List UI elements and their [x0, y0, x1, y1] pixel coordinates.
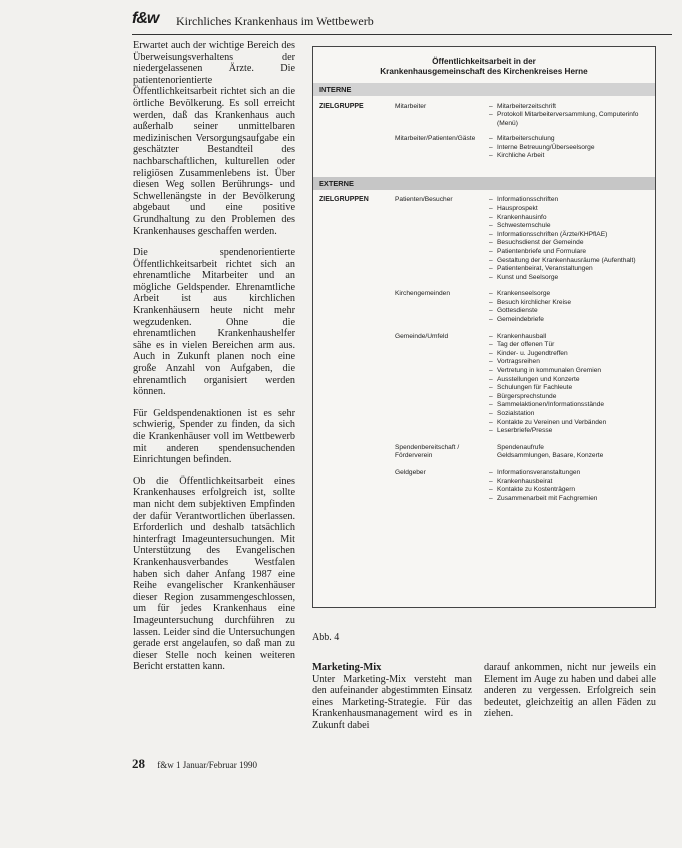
list-item: – Kontakte zu Kostenträgern — [489, 486, 655, 495]
list-item: – Besuchsdienst der Gemeinde — [489, 239, 655, 248]
list-item: – Patientenbeirat, Veranstaltungen — [489, 265, 655, 274]
figure-box — [312, 46, 656, 608]
group-external — [313, 196, 655, 503]
list-item: – Zusammenarbeit mit Fachgremien — [489, 495, 655, 504]
paragraph: Die spendenorientierte Öffentlichkeitsarbeit richtet sich an ehrenamtliche Mitarbeiter und an mögliche Geldspender. Ehrenamtliche Arbeit ist aus kirchlichen Krankenhäusern heute nicht mehr wegzudenken. Ohne die ehrenamtlichen Krankenhaushelfer sähe es in vielen Bereichen arm aus. Auch in Zukunft planen noch eine große Anzahl von Aufgaben, die ehrenamtlich organisiert werden können. — [133, 247, 295, 398]
entry-label: Spendenbereitschaft / Förderverein — [395, 443, 460, 460]
list-item: – Interne Betreuung/Überseelsorge — [489, 144, 655, 153]
list-item: – Informationsschriften (Ärzte/KHPflAE) — [489, 231, 655, 240]
list-item: – Hausprospekt — [489, 205, 655, 214]
list-item: – Gestaltung der Krankenhausräume (Aufenthalt) — [489, 257, 655, 266]
list-item: – Gemeindebriefe — [489, 316, 655, 325]
list-item: – Krankenhausball — [489, 333, 655, 342]
page-number: 28 — [132, 756, 145, 771]
list-item: – Protokoll Mitarbeiterversammlung, Computerinfo (Menü) — [489, 111, 655, 128]
entry — [395, 290, 655, 324]
figure-title-line: Öffentlichkeitsarbeit in der — [432, 57, 536, 66]
list-item: – Vortragsreihen — [489, 358, 655, 367]
entry — [395, 469, 655, 503]
list-item: – Bürgersprechstunde — [489, 393, 655, 402]
list-item: – Kinder- u. Jugendtreffen — [489, 350, 655, 359]
group-name: ZIELGRUPPE — [319, 102, 364, 110]
list-item: – Leserbriefe/Presse — [489, 427, 655, 436]
entry-label: Kirchengemeinden — [395, 290, 450, 298]
entry — [395, 444, 655, 461]
entry-items — [489, 444, 655, 461]
entry — [395, 333, 655, 436]
list-item: – Ausstellungen und Konzerte — [489, 376, 655, 385]
list-item: – Gottesdienste — [489, 307, 655, 316]
entry-items — [489, 103, 655, 129]
list-item: Geldsammlungen, Basare, Konzerte — [497, 452, 604, 460]
list-item: – Schulungen für Fachleute — [489, 384, 655, 393]
header-rule — [132, 34, 672, 35]
journal-logo: f&w — [132, 10, 159, 27]
running-title: Kirchliches Krankenhaus im Wettbewerb — [176, 14, 374, 28]
paragraph: Für Geldspendenaktionen ist es sehr schwierig, Spender zu finden, da sich die Krankenhäuser voll im Wettbewerb mit anderen spendensuchenden Einrichtungen befinden. — [133, 407, 295, 466]
paragraph: darauf ankommen, nicht nur jeweils ein Element im Auge zu haben und dabei alle anderen zu vergessen. Erfolgreich sein bedeutet, gleichzeitig an allen Fäden zu ziehen. — [484, 662, 656, 720]
section-heading: Marketing-Mix — [312, 662, 382, 673]
list-item: – Sozialstation — [489, 410, 655, 419]
list-item: – Mitarbeiterschulung — [489, 135, 655, 144]
entry-items — [489, 290, 655, 324]
bottom-left-column — [312, 662, 472, 732]
entry-label: Geldgeber — [395, 468, 426, 476]
list-item: – Kunst und Seelsorge — [489, 274, 655, 283]
paragraph: Unter Marketing-Mix versteht man den aufeinander abgestimmten Einsatz eines Marketing-Strategie. Für das Krankenhausmanagement wird es in Zukunft dabei — [312, 673, 472, 731]
list-item: – Krankenhausbeirat — [489, 478, 655, 487]
list-item: – Besuch kirchlicher Kreise — [489, 299, 655, 308]
band-internal: INTERNE — [313, 83, 655, 96]
issue-info: f&w 1 Januar/Februar 1990 — [157, 760, 257, 770]
entry-items — [489, 196, 655, 282]
group-internal — [313, 103, 655, 161]
entry — [395, 103, 655, 129]
list-item: Spendenaufrufe — [497, 443, 544, 451]
entry-label: Mitarbeiter/Patienten/Gäste — [395, 134, 476, 142]
entry — [395, 196, 655, 282]
entry — [395, 135, 655, 161]
figure-title — [313, 57, 655, 77]
entry-items — [489, 333, 655, 436]
list-item: – Patientenbriefe und Formulare — [489, 248, 655, 257]
list-item: – Informationsschriften — [489, 196, 655, 205]
group-name: ZIELGRUPPEN — [319, 196, 369, 204]
list-item: – Kontakte zu Vereinen und Verbänden — [489, 419, 655, 428]
list-item: – Tag der offenen Tür — [489, 341, 655, 350]
page-footer — [132, 756, 257, 772]
list-item: – Mitarbeiterzeitschrift — [489, 103, 655, 112]
band-external: EXTERNE — [313, 177, 655, 190]
page-header — [132, 10, 672, 32]
list-item: – Kirchliche Arbeit — [489, 152, 655, 161]
entry-label: Patienten/Besucher — [395, 196, 453, 204]
list-item: – Krankenhausinfo — [489, 214, 655, 223]
figure-caption: Abb. 4 — [312, 632, 340, 643]
entry-label: Mitarbeiter — [395, 102, 427, 110]
list-item: – Sammelaktionen/Informationsstände — [489, 401, 655, 410]
paragraph: Erwartet auch der wichtige Bereich des Überweisungsverhaltens der niedergelassenen Ärzte. Die patientenorientierte Öffentlichkeitsarbeit richtet sich an die örtliche Bevölkerung. Es soll erreicht werden, daß das Krankenhaus auch außerhalb seiner unmittelbaren medizinischen Versorgungsaufgabe ein geschätzter Bestandteil des nachbarschaftlichen, kulturellen oder religiösen Zusammenlebens ist. Über diesen Weg sollen Berührungs- und Schwellenängste in der Bevölkerung abgebaut und eine positive Grundhaltung zu den Problemen des Krankenhauses geschaffen werden. — [133, 40, 295, 237]
entry-label: Gemeinde/Umfeld — [395, 332, 449, 340]
entry-items — [489, 469, 655, 503]
list-item: – Vertretung in kommunalen Gremien — [489, 367, 655, 376]
paragraph: Ob die Öffentlichkeitsarbeit eines Krankenhauses erfolgreich ist, sollte man nicht dem subjektiven Empfinden der dafür Verantwortlichen überlassen. Erforderlich und deshalb tatsächlich hinterfragt Imageuntersuchungen. Mit Unterstützung des Evangelischen Krankenhausverbandes Westfalen haben sich daher Anfang 1987 eine Reihe evangelischer Krankenhäuser dieser Region zusammengeschlossen, um für jedes Krankenhaus eine Imageuntersuchung durchführen zu lassen. Leider sind die Untersuchungen gerade erst angelaufen, so daß man zu dieser Stelle noch keinen weiteren Bericht erstatten kann. — [133, 475, 295, 673]
left-text-column — [133, 40, 295, 683]
list-item: – Schwesternschule — [489, 222, 655, 231]
entry-items — [489, 135, 655, 161]
figure-title-line: Krankenhausgemeinschaft des Kirchenkreises Herne — [380, 67, 588, 76]
list-item: – Krankenseelsorge — [489, 290, 655, 299]
bottom-right-column — [484, 662, 656, 720]
list-item: – Informationsveranstaltungen — [489, 469, 655, 478]
